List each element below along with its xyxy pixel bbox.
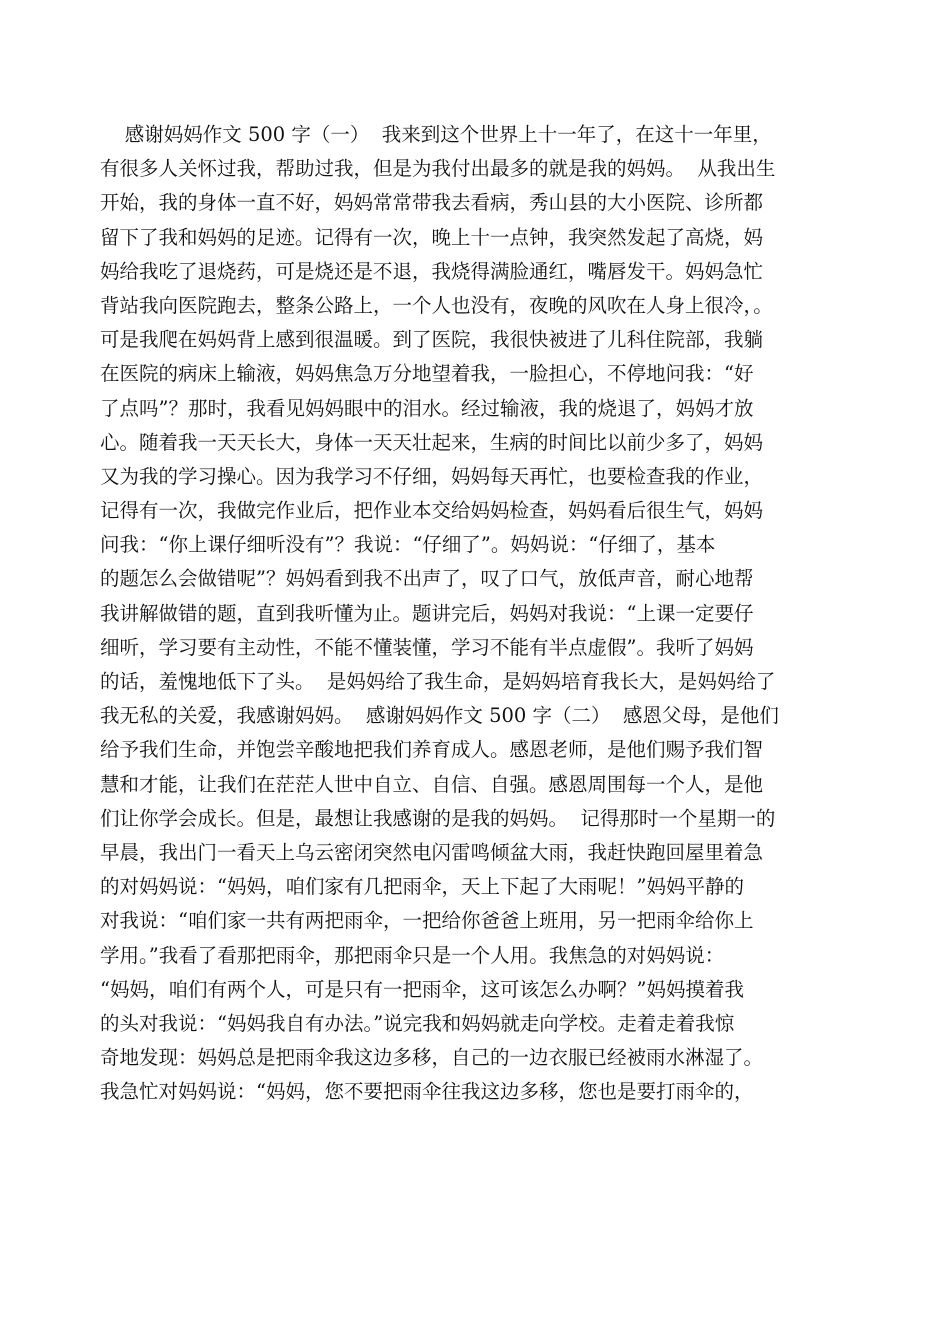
text-line-10: 心。随着我一天天长大，身体一天天壮起来，生病的时间比以前少多了，妈妈 (100, 430, 764, 454)
text-line-27: 的头对我说：“妈妈我自有办法。”说完我和妈妈就走向学校。走着走着我惊 (100, 1011, 735, 1035)
text-line-4: 留下了我和妈妈的足迹。记得有一次，晚上十一点钟，我突然发起了高烧，妈 (100, 225, 764, 249)
text-line-3: 开始，我的身体一直不好，妈妈常常带我去看病，秀山县的大小医院、诊所都 (100, 191, 764, 215)
text-line-5: 妈给我吃了退烧药，可是烧还是不退，我烧得满脸通红，嘴唇发干。妈妈急忙 (100, 259, 764, 283)
text-line-11: 又为我的学习操心。因为我学习不仔细，妈妈每天再忙，也要检查我的作业， (100, 464, 764, 488)
text-line-22: 早晨，我出门一看天上乌云密闭突然电闪雷鸣倾盆大雨，我赶快跑回屋里着急 (100, 840, 764, 864)
text-line-19: 给予我们生命，并饱尝辛酸地把我们养育成人。感恩老师，是他们赐予我们智 (100, 738, 764, 762)
text-line-24: 对我说：“咱们家一共有两把雨伞，一把给你爸爸上班用，另一把雨伞给你上 (100, 909, 754, 933)
text-line-6: 背站我向医院跑去，整条公路上，一个人也没有，夜晚的风吹在人身上很冷，。 (100, 293, 773, 317)
text-line-26: “妈妈，咱们有两个人，可是只有一把雨伞，这可该怎么办啊？”妈妈摸着我 (100, 977, 744, 1001)
text-line-13: 问我：“你上课仔细听没有”？我说：“仔细了”。妈妈说：“仔细了，基本 (100, 533, 716, 557)
text-line-2: 有很多人关怀过我，帮助过我，但是为我付出最多的就是我的妈妈。 从我出生 (100, 157, 776, 181)
text-line-14: 的题怎么会做错呢”？妈妈看到我不出声了，叹了口气，放低声音，耐心地帮 (100, 567, 754, 591)
text-line-9: 了点吗”？那时，我看见妈妈眼中的泪水。经过输液，我的烧退了，妈妈才放 (100, 396, 754, 420)
essay-body (100, 118, 800, 1109)
text-line-21: 们让你学会成长。但是，最想让我感谢的是我的妈妈。 记得那时一个星期一的 (100, 806, 776, 830)
text-line-17: 的话，羞愧地低下了头。 是妈妈给了我生命，是妈妈培育我长大，是妈妈给了 (100, 670, 776, 693)
text-line-18: 我无私的关爱，我感谢妈妈。 感谢妈妈作文 500 字（二） 感恩父母，是他们 (100, 704, 779, 728)
text-line-20: 慧和才能，让我们在茫茫人世中自立、自信、自强。感恩周围每一个人，是他 (100, 772, 764, 796)
text-line-23: 的对妈妈说：“妈妈，咱们家有几把雨伞，天上下起了大雨呢！”妈妈平静的 (100, 875, 744, 899)
text-line-15: 我讲解做错的题，直到我听懂为止。题讲完后，妈妈对我说：“上课一定要仔 (100, 601, 754, 625)
text-line-1: 感谢妈妈作文 500 字（一） 我来到这个世界上十一年了，在这十一年里， (100, 123, 772, 146)
text-line-16: 细听，学习要有主动性，不能不懂装懂，学习不能有半点虚假”。我听了妈妈 (100, 635, 754, 659)
text-line-8: 在医院的病床上输液，妈妈焦急万分地望着我，一脸担心，不停地问我：“好 (100, 362, 754, 386)
text-line-25: 学用。”我看了看那把雨伞，那把雨伞只是一个人用。我焦急的对妈妈说： (100, 943, 725, 967)
text-line-12: 记得有一次，我做完作业后，把作业本交给妈妈检查，妈妈看后很生气，妈妈 (100, 499, 764, 523)
text-line-28: 奇地发现：妈妈总是把雨伞我这边多移，自己的一边衣服已经被雨水淋湿了。 (100, 1046, 764, 1070)
text-line-7: 可是我爬在妈妈背上感到很温暖。到了医院，我很快被进了儿科住院部，我躺 (100, 328, 764, 352)
text-line-29: 我急忙对妈妈说：“妈妈，您不要把雨伞往我这边多移，您也是要打雨伞的， (100, 1080, 754, 1104)
